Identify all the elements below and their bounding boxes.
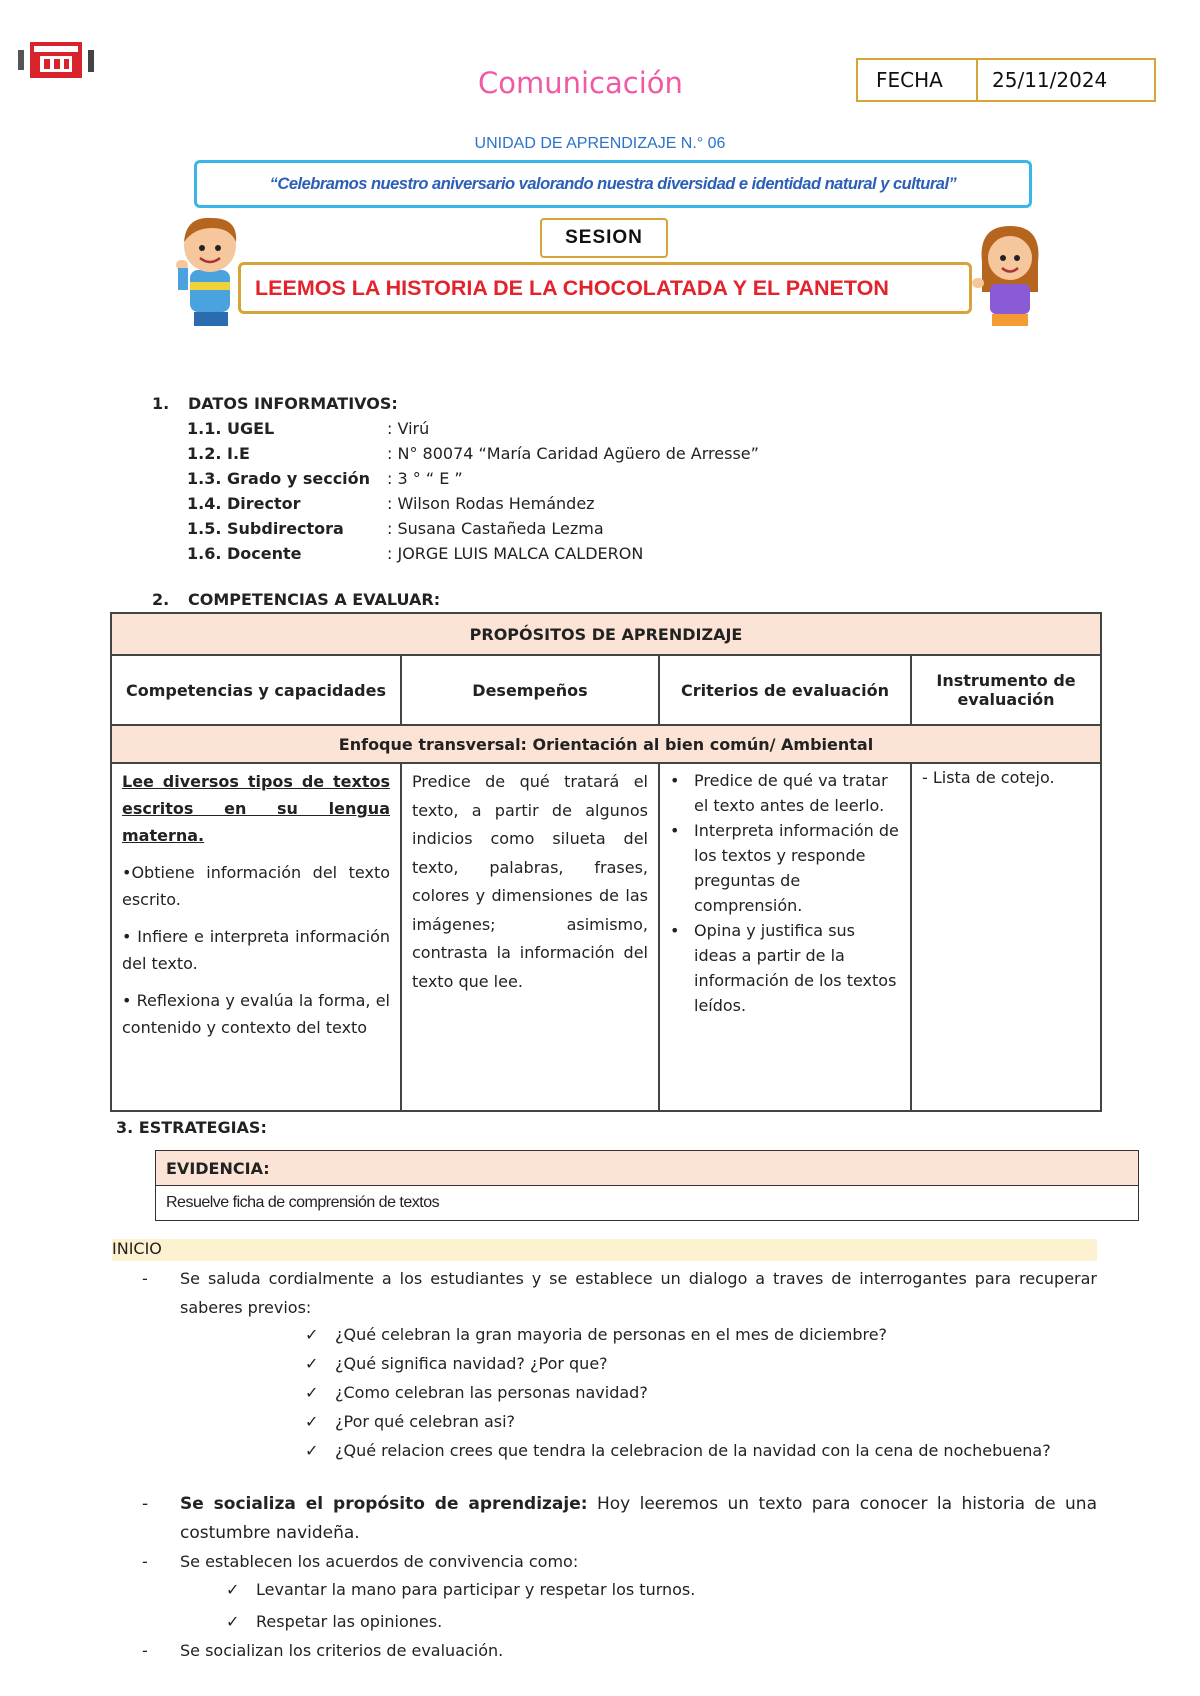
criterio-item: • Opina y justifica sus ideas a partir de la información de los textos leídos.: [682, 918, 900, 1018]
question-item: ✓ ¿Por qué celebran asi?: [305, 1412, 516, 1431]
check-icon: ✓: [305, 1412, 319, 1431]
column-header: Competencias y capacidades: [111, 655, 401, 725]
acuerdo-item: ✓ Respetar las opiniones.: [226, 1612, 443, 1631]
capacidad-item: • Infiere e interpreta información del texto.: [122, 927, 390, 973]
column-header: Desempeños: [401, 655, 659, 725]
list-item: - Se saluda cordialmente a los estudiantes y se establece un dialogo a traves de interrogantes para recuperar saberes previos:: [142, 1269, 1097, 1317]
datos-heading: 1. DATOS INFORMATIVOS:: [152, 394, 398, 413]
criterio-item: • Predice de qué va tratar el texto antes de leerlo.: [682, 768, 900, 818]
criterios-cell: [659, 763, 911, 1111]
estrategias-heading: 3. ESTRATEGIAS:: [116, 1118, 267, 1137]
capacidad-item: • Reflexiona y evalúa la forma, el contenido y contexto del texto: [122, 991, 390, 1037]
question-item: ✓ ¿Qué relacion crees que tendra la celebracion de la navidad con la cena de nochebuena?: [305, 1441, 1051, 1460]
info-row: 1.6. Docente : JORGE LUIS MALCA CALDERON: [187, 544, 644, 563]
competencia-cell: [111, 763, 401, 1111]
info-row: 1.5. Subdirectora : Susana Castañeda Lezma: [187, 519, 604, 538]
check-icon: ✓: [305, 1325, 319, 1344]
acuerdo-item: ✓ Levantar la mano para participar y respetar los turnos.: [226, 1580, 696, 1599]
criterio-item: • Interpreta información de los textos y responde preguntas de comprensión.: [682, 818, 900, 918]
inicio-heading: INICIO: [112, 1239, 1097, 1261]
info-row: 1.1. UGEL : Virú: [187, 419, 430, 438]
competencias-heading: 2. COMPETENCIAS A EVALUAR:: [152, 590, 441, 609]
school-logo: [18, 42, 96, 78]
list-item: - Se socializan los criterios de evaluación.: [142, 1641, 504, 1660]
subject-title: Comunicación: [478, 66, 683, 100]
question-item: ✓ ¿Como celebran las personas navidad?: [305, 1383, 648, 1402]
evidencia-table: [155, 1150, 1139, 1221]
evidencia-value: Resuelve ficha de comprensión de textos: [156, 1186, 1139, 1221]
check-icon: ✓: [305, 1354, 319, 1373]
table-title: PROPÓSITOS DE APRENDIZAJE: [111, 613, 1101, 655]
date-box: [856, 58, 1156, 102]
info-row: 1.2. I.E : N° 80074 “María Caridad Agüero de Arresse”: [187, 444, 759, 463]
column-header: Criterios de evaluación: [659, 655, 911, 725]
boy-illustration-icon: [172, 212, 252, 330]
unit-motto: “Celebramos nuestro aniversario valorando nuestra diversidad e identidad natural y cultural”: [194, 160, 1032, 208]
check-icon: ✓: [226, 1580, 240, 1599]
desempeno-cell: [401, 763, 659, 1111]
criterios-list: [670, 768, 900, 1018]
list-item: - Se socializa el propósito de aprendizaje: Hoy leeremos un texto para conocer la historia de una costumbre navideña.: [142, 1494, 1097, 1543]
enfoque-row: Enfoque transversal: Orientación al bien común/ Ambiental: [111, 725, 1101, 763]
info-row: 1.3. Grado y sección : 3 ° “ E ”: [187, 469, 463, 488]
proposito-label: Se socializa el propósito de aprendizaje:: [180, 1494, 588, 1514]
instrumento-cell: [911, 763, 1101, 1111]
competencia-title: Lee diversos tipos de textos escritos en su lengua materna.: [122, 772, 390, 845]
date-label: FECHA: [858, 60, 978, 100]
instrumento-text: - Lista de cotejo.: [922, 768, 1055, 787]
date-value: 25/11/2024: [992, 68, 1108, 92]
girl-illustration-icon: [972, 222, 1048, 328]
check-icon: ✓: [305, 1383, 319, 1402]
column-header: Instrumento de evaluación: [911, 655, 1101, 725]
session-title: LEEMOS LA HISTORIA DE LA CHOCOLATADA Y EL PANETON: [238, 262, 972, 314]
evidencia-label: EVIDENCIA:: [156, 1151, 1139, 1186]
capacidad-item: •Obtiene información del texto escrito.: [122, 863, 390, 909]
list-item: - Se establecen los acuerdos de convivencia como:: [142, 1552, 579, 1571]
check-icon: ✓: [305, 1441, 319, 1460]
unit-label: UNIDAD DE APRENDIZAJE N.° 06: [474, 135, 726, 152]
desempeno-text: Predice de qué tratará el texto, a partir de algunos indicios como silueta del texto, palabras, frases, colores y dimensiones de las imágenes; asimismo, contrasta la información del texto que lee.: [412, 772, 648, 991]
question-item: ✓ ¿Qué celebran la gran mayoria de personas en el mes de diciembre?: [305, 1325, 888, 1344]
info-row: 1.4. Director : Wilson Rodas Hemández: [187, 494, 595, 513]
proposito-text: Hoy leeremos un texto para conocer la historia de una costumbre navideña.: [180, 1494, 1097, 1543]
question-item: ✓ ¿Qué significa navidad? ¿Por que?: [305, 1354, 608, 1373]
competencias-table: [110, 612, 1102, 1112]
check-icon: ✓: [226, 1612, 240, 1631]
session-label: SESION: [540, 218, 668, 258]
